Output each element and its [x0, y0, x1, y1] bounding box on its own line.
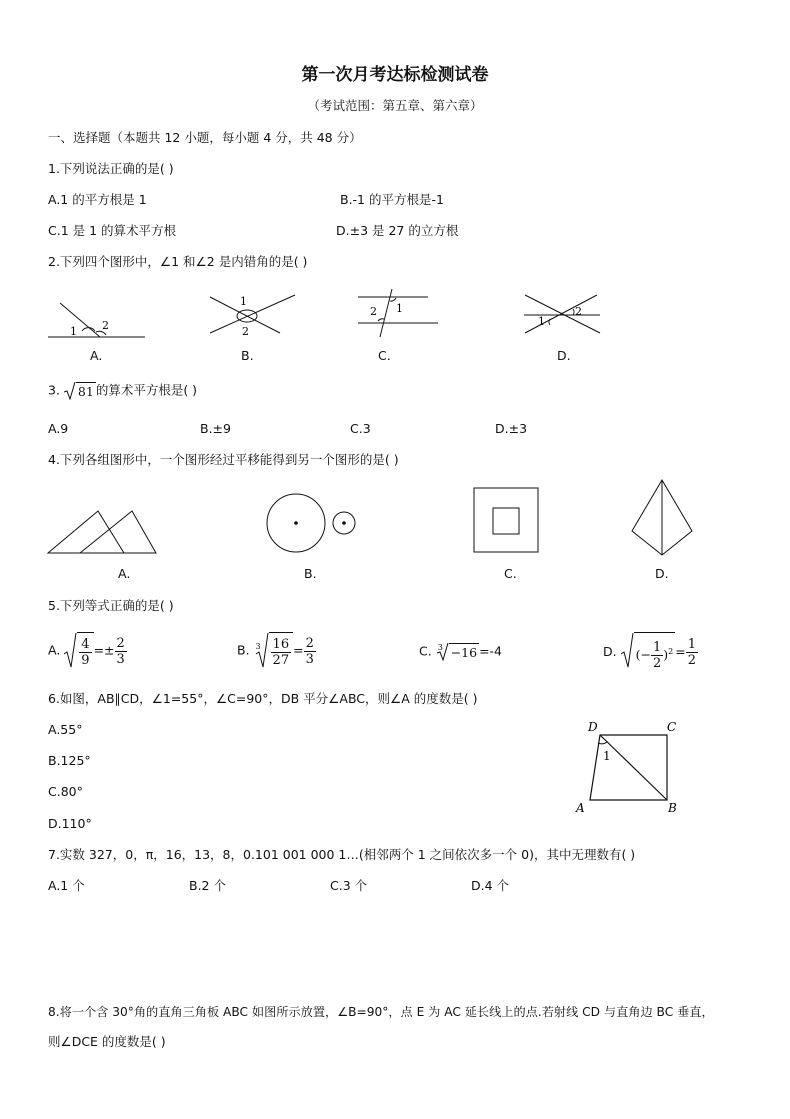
- q1-option-d: D.±3 是 27 的立方根: [336, 223, 459, 238]
- page-subtitle: （考试范围：第五章、第六章）: [307, 98, 483, 113]
- q2-label-a: A.: [90, 348, 103, 363]
- q3-number: 3.: [48, 382, 60, 398]
- q4-figure-a-triangles: [48, 511, 156, 553]
- q5-a-label: A.: [48, 642, 61, 658]
- q2-c-angle2: 2: [370, 305, 377, 318]
- q5-option-a: A. $\frac{4}{9}$ =± $\frac{2}{3}$: [48, 632, 127, 670]
- q8-stem-line2: 则∠DCE 的度数是( ): [48, 1034, 166, 1049]
- q6-point-c: C: [667, 720, 677, 734]
- q2-stem: 2.下列四个图形中，∠1 和∠2 是内错角的是( ): [48, 254, 308, 269]
- section-heading: 一、选择题（本题共 12 小题，每小题 4 分，共 48 分）: [48, 130, 362, 145]
- q2-d-angle2: 2: [575, 305, 582, 318]
- q7-option-c: C.3 个: [330, 878, 368, 893]
- q6-angle-1: 1: [603, 749, 611, 763]
- q2-label-d: D.: [557, 348, 571, 363]
- q2-c-angle1: 1: [396, 302, 403, 315]
- q5-b-label: B.: [237, 642, 250, 658]
- q5-d-label: D.: [603, 644, 617, 660]
- q8-stem-line1: 8.将一个含 30°角的直角三角板 ABC 如图所示放置，∠B=90°，点 E 为 AC 延长线上的点.若射线 CD 与直角边 BC 垂直，: [48, 1005, 714, 1019]
- q3-radical: [64, 382, 96, 400]
- q6-stem: 6.如图，AB∥CD，∠1=55°，∠C=90°，DB 平分∠ABC，则∠A 的度数是( ): [48, 691, 478, 706]
- q2-b-angle1: 1: [240, 295, 247, 308]
- q4-figure-d-kite: [632, 480, 692, 555]
- q6-option-b: B.125°: [48, 753, 91, 768]
- q2-figure-a: [48, 303, 145, 338]
- q7-stem: 7.实数 327，0，π，16，13，8，0.101 001 000 1…(相邻两个 1 之间依次多一个 0)，其中无理数有( ): [48, 847, 636, 862]
- q2-figure-b: [210, 295, 295, 338]
- q6-option-d: D.110°: [48, 816, 92, 831]
- q2-figures: [40, 285, 760, 343]
- q5-b-radical: 3 $\frac{16}{27}$: [254, 632, 294, 670]
- q4-figures: [40, 475, 760, 560]
- q7-option-b: B.2 个: [189, 878, 226, 893]
- q5-option-b: B. 3 $\frac{16}{27}$ = $\frac{2}{3}$: [237, 632, 316, 670]
- q1-stem: 1.下列说法正确的是( ): [48, 161, 174, 176]
- q5-d-radical: (− $\frac{1}{2}$ )$^2$: [621, 632, 676, 673]
- q4-figure-b-circles: [267, 494, 355, 552]
- q2-figure-d: [524, 295, 600, 333]
- q6-figure: [570, 715, 690, 820]
- q4-label-a: A.: [118, 566, 131, 581]
- q4-figure-c-squares: [474, 488, 538, 552]
- q1-option-c: C.1 是 1 的算术平方根: [48, 223, 177, 238]
- q3-stem: [48, 382, 197, 400]
- q1-option-b: B.-1 的平方根是-1: [340, 192, 444, 207]
- q4-label-b: B.: [304, 566, 317, 581]
- page-title: 第一次月考达标检测试卷: [301, 65, 489, 85]
- q5-option-c: C. 3 −16 =-4: [419, 643, 503, 660]
- q3-stem-tail: 的算术平方根是( ): [95, 382, 198, 398]
- q2-b-angle2: 2: [242, 325, 249, 338]
- q7-option-d: D.4 个: [471, 878, 510, 893]
- q6-option-c: C.80°: [48, 784, 83, 799]
- q7-option-a: A.1 个: [48, 878, 85, 893]
- q4-stem: 4.下列各组图形中，一个图形经过平移能得到另一个图形的是( ): [48, 452, 399, 467]
- q2-d-angle1: 1: [538, 315, 545, 328]
- q3-radicand: 81: [77, 384, 94, 399]
- q2-figure-c: [358, 289, 438, 337]
- q5-option-d: D. (− $\frac{1}{2}$ )$^2$ = $\frac{1}{2}$: [603, 632, 698, 670]
- q2-label-c: C.: [378, 348, 391, 363]
- q6-point-d: D: [588, 720, 598, 734]
- q1-option-a: A.1 的平方根是 1: [48, 192, 147, 207]
- q5-stem: 5.下列等式正确的是( ): [48, 598, 174, 613]
- q2-label-b: B.: [241, 348, 254, 363]
- q3-option-a: A.9: [48, 421, 69, 436]
- q5-a-radical: $\frac{4}{9}$: [64, 632, 93, 670]
- q3-option-c: C.3: [350, 421, 371, 436]
- q5-c-radical: 3 −16: [437, 643, 478, 660]
- q6-point-b: B: [668, 801, 677, 815]
- q4-label-c: C.: [504, 566, 517, 581]
- q2-a-angle2: 2: [102, 319, 109, 332]
- q6-point-a: A: [576, 801, 585, 815]
- q4-label-d: D.: [655, 566, 669, 581]
- q2-a-angle1: 1: [70, 325, 77, 338]
- q5-c-label: C.: [419, 643, 432, 659]
- q6-option-a: A.55°: [48, 722, 83, 737]
- q3-option-d: D.±3: [495, 421, 528, 436]
- q3-option-b: B.±9: [200, 421, 231, 436]
